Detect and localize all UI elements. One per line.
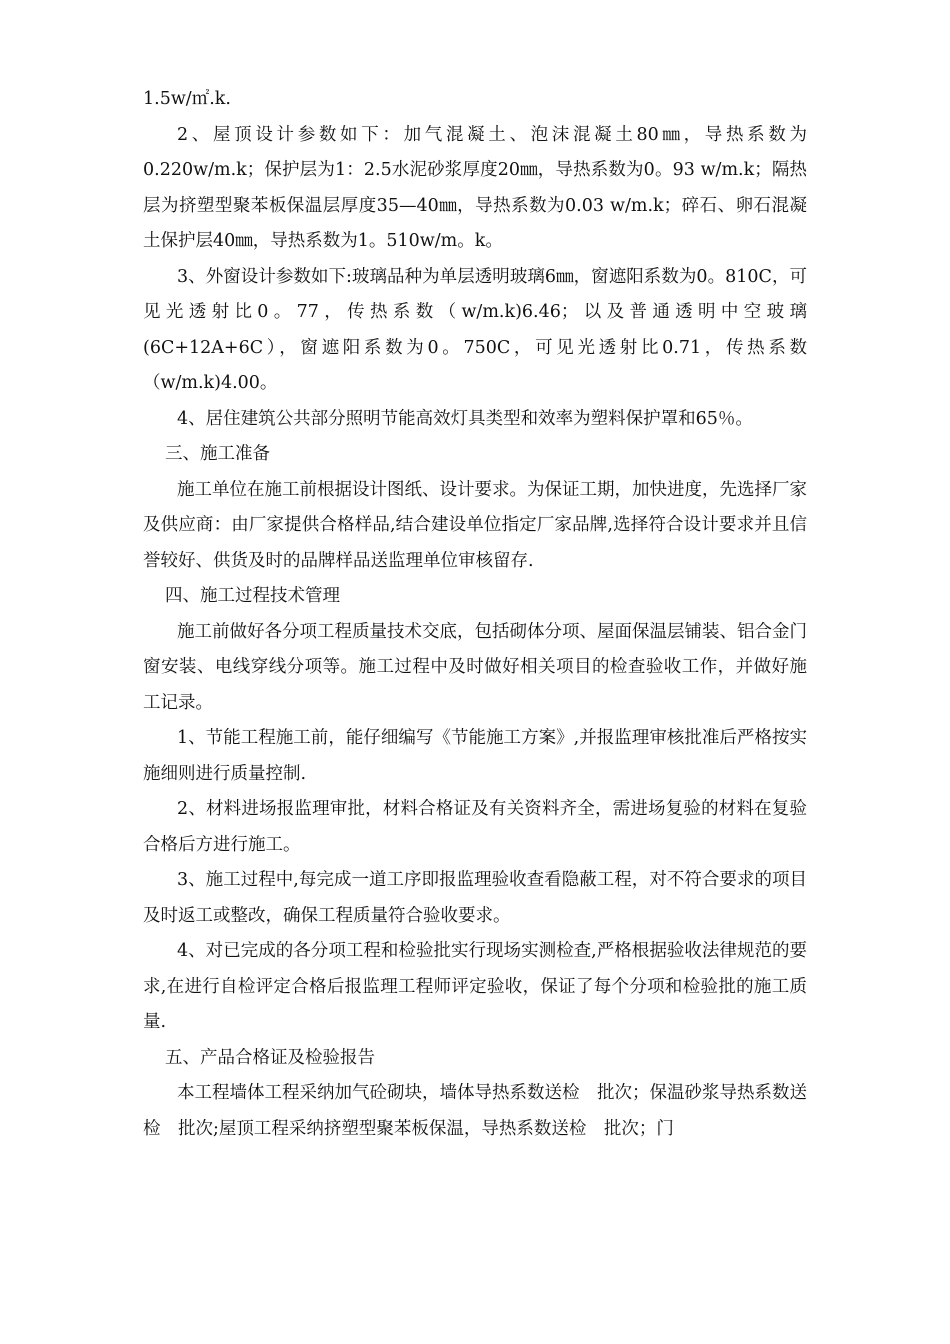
paragraph-process-item-2: 2、材料进场报监理审批，材料合格证及有关资料齐全，需进场复验的材料在复验合格后方进行施工。: [143, 799, 807, 855]
paragraph-process-item-3: 3、施工过程中,每完成一道工序即报监理验收查看隐蔽工程，对不符合要求的项目及时返工或整改，确保工程质量符合验收要求。: [143, 870, 807, 926]
paragraph-preparation: 施工单位在施工前根据设计图纸、设计要求。为保证工期，加快进度，先选择厂家及供应商：由厂家提供合格样品,结合建设单位指定厂家品牌,选择符合设计要求并且信誉较好、供货及时的品牌样品送监理单位审核留存.: [143, 479, 807, 571]
paragraph-roof-parameters: 2、屋顶设计参数如下：加气混凝土、泡沫混凝土80㎜，导热系数为0.220w/m.k；保护层为1：2.5水泥砂浆厚度20㎜，导热系数为0。93 w/m.k；隔热层为挤塑型聚苯板保温层厚度35—40㎜，导热系数为0.03 w/m.k；碎石、卵石混凝土保护层40㎜，导热系数为1。510w/m。k。: [143, 124, 807, 251]
document-body: [143, 82, 807, 1147]
section-heading-process-management: 四、施工过程技术管理: [165, 586, 340, 606]
paragraph-process-item-1: 1、节能工程施工前，能仔细编写《节能施工方案》,并报监理审核批准后严格按实施细则进行质量控制.: [143, 728, 807, 784]
paragraph-certificates: 本工程墙体工程采纳加气砼砌块，墙体导热系数送检 批次；保温砂浆导热系数送检 批次;屋顶工程采纳挤塑型聚苯板保温，导热系数送检 批次；门: [143, 1083, 807, 1139]
section-heading-certificates: 五、产品合格证及检验报告: [165, 1047, 375, 1068]
section-heading-preparation: 三、施工准备: [165, 444, 270, 464]
paragraph-window-parameters: 3、外窗设计参数如下:玻璃品种为单层透明玻璃6㎜，窗遮阳系数为0。810C，可见光透射比0。77，传热系数（w/m.k)6.46；以及普通透明中空玻璃(6C+12A+6C），窗遮阳系数为0。750C，可见光透射比0.71，传热系数（w/m.k)4.00。: [143, 266, 807, 393]
paragraph-lighting: 4、居住建筑公共部分照明节能高效灯具类型和效率为塑料保护罩和65％。: [177, 408, 753, 429]
paragraph-roof-continuation: 1.5w/㎡.k.: [143, 89, 231, 109]
paragraph-process-intro: 施工前做好各分项工程质量技术交底，包括砌体分项、屋面保温层铺装、铝合金门窗安装、电线穿线分项等。施工过程中及时做好相关项目的检查验收工作，并做好施工记录。: [143, 621, 807, 713]
paragraph-process-item-4: 4、对已完成的各分项工程和检验批实行现场实测检查,严格根据验收法律规范的要求,在进行自检评定合格后报监理工程师评定验收，保证了每个分项和检验批的施工质量.: [143, 941, 807, 1032]
